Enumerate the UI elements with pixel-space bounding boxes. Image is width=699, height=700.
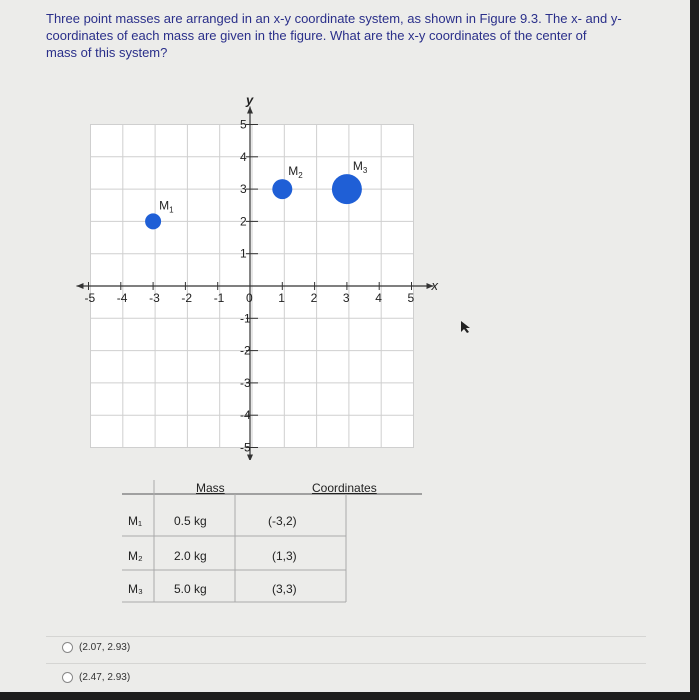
y-tick-label: 3 bbox=[240, 182, 247, 197]
y-tick-label: -3 bbox=[240, 375, 251, 390]
x-axis-label: x bbox=[431, 278, 438, 293]
x-tick-label: -5 bbox=[84, 291, 96, 305]
coordinate-figure bbox=[70, 80, 450, 460]
x-tick-label: -2 bbox=[181, 291, 193, 305]
y-axis-arrow-icon bbox=[247, 107, 253, 114]
x-tick-label: -1 bbox=[213, 291, 225, 305]
mass-table bbox=[122, 480, 432, 610]
answer-option-1[interactable] bbox=[62, 642, 130, 653]
y-axis-label: y bbox=[246, 92, 254, 108]
mass-label-m2: $M_2$ bbox=[288, 164, 303, 181]
row-3-label: M₃ bbox=[128, 582, 143, 596]
row-2-label: M₂ bbox=[128, 549, 143, 563]
y-tick-label: 2 bbox=[240, 214, 247, 229]
radio-button[interactable] bbox=[62, 642, 73, 653]
coordinates-header: Coordinates bbox=[312, 481, 377, 495]
mass-header: Mass bbox=[196, 481, 225, 495]
y-tick-label: 1 bbox=[240, 246, 247, 261]
answer-option-1-label: (2.07, 2.93) bbox=[79, 642, 131, 653]
row-1-coords: (-3,2) bbox=[268, 514, 297, 528]
mouse-cursor-icon bbox=[460, 320, 472, 334]
question-line-1: Three point masses are arranged in an x-y coordinate system, as shown in Figure 9.3. The x- and y- bbox=[46, 11, 622, 26]
row-2-mass: 2.0 kg bbox=[174, 549, 207, 563]
mass-point-m2 bbox=[272, 179, 292, 199]
x-tick-label: -3 bbox=[149, 291, 160, 305]
y-tick-label: -4 bbox=[240, 408, 251, 423]
x-tick-label: -4 bbox=[116, 291, 128, 305]
x-tick-label: 2 bbox=[310, 291, 318, 305]
question-line-3: mass of this system? bbox=[46, 45, 168, 60]
row-1-label: M₁ bbox=[128, 514, 143, 528]
radio-button[interactable] bbox=[62, 672, 73, 683]
y-axis-arrow-down-icon bbox=[247, 455, 253, 461]
answer-option-2-label: (2.47, 2.93) bbox=[79, 672, 131, 683]
question-text bbox=[46, 10, 646, 61]
x-tick-label: 3 bbox=[342, 291, 350, 305]
y-tick-label: -1 bbox=[240, 311, 251, 326]
x-tick-label: 4 bbox=[375, 291, 382, 305]
mass-point-m3 bbox=[332, 174, 362, 204]
row-2-coords: (1,3) bbox=[272, 549, 297, 563]
row-3-mass: 5.0 kg bbox=[174, 582, 207, 596]
x-tick-label: 5 bbox=[407, 291, 415, 305]
question-line-2: coordinates of each mass are given in the figure. What are the x-y coordinates of the center of bbox=[46, 28, 587, 43]
mass-label-m1: $M_1$ bbox=[159, 198, 174, 215]
row-3-coords: (3,3) bbox=[272, 582, 297, 596]
x-tick-label: 0 bbox=[246, 291, 253, 305]
divider bbox=[46, 663, 646, 664]
y-tick-label: 5 bbox=[240, 117, 247, 132]
divider bbox=[46, 636, 646, 637]
answer-option-2[interactable] bbox=[62, 672, 130, 683]
x-tick-label: 1 bbox=[278, 291, 285, 305]
mass-point-m1 bbox=[145, 213, 161, 229]
mass-label-m3: $M_3$ bbox=[352, 159, 368, 176]
coordinate-plot bbox=[70, 80, 450, 460]
y-tick-label: 4 bbox=[240, 149, 247, 164]
y-tick-label: -2 bbox=[240, 343, 251, 358]
y-tick-label: -5 bbox=[240, 440, 251, 455]
row-1-mass: 0.5 kg bbox=[174, 514, 207, 528]
x-axis-arrow-left-icon bbox=[77, 283, 84, 289]
